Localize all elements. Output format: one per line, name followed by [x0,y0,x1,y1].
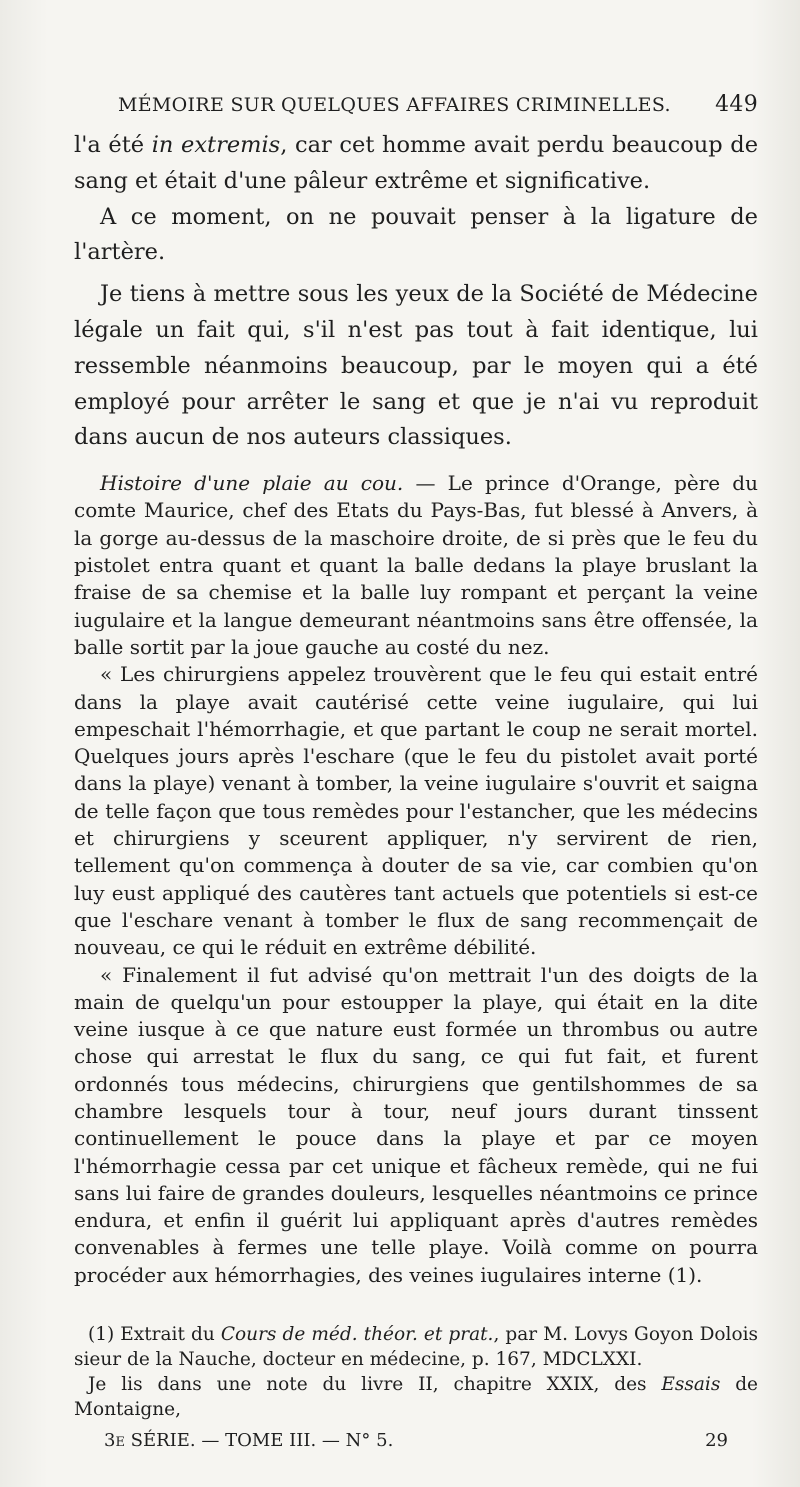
footnote-continuation [74,1372,758,1422]
text-run: — Le prince d'Orange, père du comte Maurice, chef des Etats du Pays-Bas, fut blessé à Anvers, à la gorge au-dessus de la maschoire droite, de si près que le feu du pistolet entra quant et quant la balle dedans la playe bruslant la fraise de sa chemise et la balle luy rompant et perçant la veine iugulaire et la langue demeurant néantmoins sans être offensée, la balle sortit par la joue gauche au costé du nez. [74,471,758,659]
page-number: 449 [715,92,758,117]
italic-run: in extremis [151,132,281,158]
main-text [74,128,758,1289]
text-run: (1) Extrait du [88,1324,221,1345]
paragraph: A ce moment, on ne pouvait penser à la ligature de l'artère. [74,203,758,266]
footnotes [74,1322,758,1422]
case-title: Histoire d'une plaie au cou. [100,471,404,496]
italic-run: Cours de méd. théor. et prat. [220,1324,494,1345]
text-run: , car cet homme avait perdu beaucoup de sang et était d'une pâleur extrême et significative. [74,132,759,194]
running-title: MÉMOIRE SUR QUELQUES AFFAIRES CRIMINELLES. [118,94,671,116]
text-run: de Montaigne, [74,1374,759,1420]
text-run: l'a été [74,132,152,158]
paragraph [74,128,758,200]
signature-mark: 3e SÉRIE. — TOME III. — N° 5. [104,1430,394,1451]
quote-paragraph [74,470,758,661]
page-footer [104,1430,728,1451]
text-run: Je lis dans une note du livre II, chapitre XXIX, des [88,1374,662,1395]
sheet-number: 29 [705,1430,728,1451]
quote-paragraph: « Les chirurgiens appelez trouvèrent que le feu qui estait entré dans la playe avait cautérisé cette veine iugulaire, qui lui empeschait l'hémorrhagie, et que partant le coup ne serait mortel. Quelques jours après l'eschare (que le feu du pistolet avait porté dans la playe) venant à tomber, la veine iugulaire s'ouvrit et saigna de telle façon que tous remèdes pour l'estancher, que les médecins et chirurgiens y sceurent appliquer, n'y servirent de rien, tellement qu'on commença à douter de sa vie, car combien qu'on luy eust appliqué des cautères tant actuels que potentiels si est-ce que l'eschare venant à tomber le flux de sang recommençait de nouveau, ce qui le réduit en extrême débilité. [74,662,758,960]
quote-paragraph: « Finalement il fut advisé qu'on mettrait l'un des doigts de la main de quelqu'un pour estoupper la playe, qui était en la dite veine iusque à ce que nature eust formée un thrombus ou autre chose qui arrestat le flux du sang, ce qui fut fait, et furent ordonnés tous médecins, chirurgiens que gentilshommes de sa chambre lesquels tour à tour, neuf jours durant tinssent continuellement le pouce dans la playe et par ce moyen l'hémorrhagie cessa par cet unique et fâcheux remède, qui ne fui sans lui faire de grandes douleurs, lesquelles néantmoins ce prince endura, et enfin il guérit lui appliquant après d'autres remèdes convenables à fermes une telle playe. Voilà comme on pourra procéder aux hémorrhagies, des veines iugulaires interne (1). [74,962,758,1287]
running-header [118,92,758,117]
footnote [74,1322,758,1372]
italic-run: Essais [661,1374,721,1395]
quoted-case [74,470,758,1289]
paragraph: Je tiens à mettre sous les yeux de la Société de Médecine légale un fait qui, s'il n'est pas tout à fait identique, lui ressemble néanmoins beaucoup, par le moyen qui a été employé pour arrêter le sang et que je n'ai vu reproduit dans aucun de nos auteurs classiques. [74,281,758,451]
text-run: , par M. Lovys Goyon Dolois sieur de la Nauche, docteur en médecine, p. 167, MDCLXXI. [74,1324,759,1370]
